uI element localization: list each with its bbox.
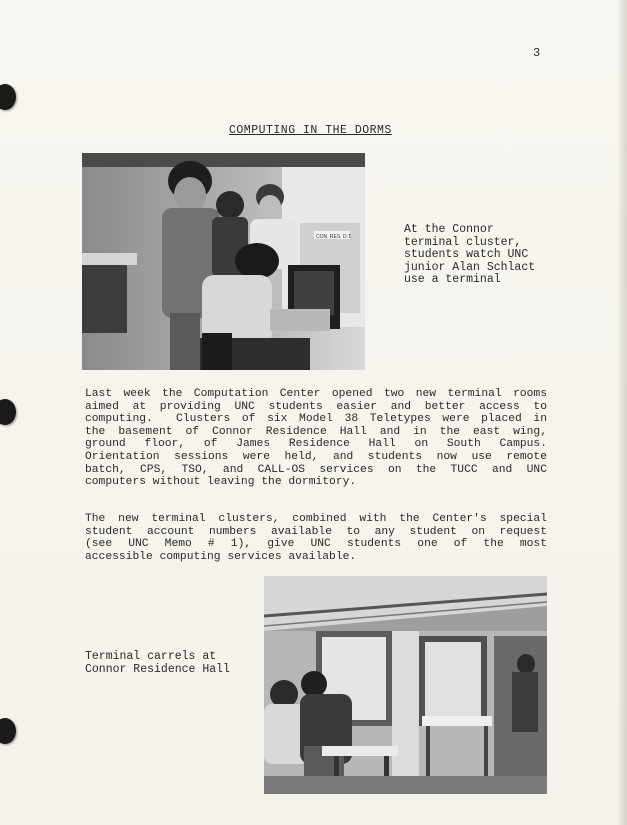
caption-line: junior Alan Schlact: [404, 260, 536, 274]
caption-line: students watch UNC: [404, 248, 529, 261]
paragraph-line: computers without leaving the dormitory.: [85, 476, 357, 489]
photo-terminal-carrels: [264, 576, 547, 794]
photo-connor-illustration: [82, 153, 365, 370]
paragraph-line: Last week the Computation Center opened two new terminal rooms: [85, 388, 547, 400]
paragraph-line: computing. Clusters of six Model 38 Teletypes were placed in: [85, 413, 547, 426]
paragraph-line: the basement of Connor Residence Hall and in the east wing,: [85, 425, 547, 438]
paragraph-line: student account numbers available to any student on request: [85, 525, 547, 538]
punch-hole-top: [0, 84, 16, 110]
caption-line: At the Connor: [404, 223, 494, 236]
caption-line: use a terminal: [404, 273, 501, 286]
punch-hole-bottom: [0, 718, 16, 744]
photo-sign-text: CON. RES. D.T.: [316, 234, 352, 240]
paragraph-line: (see UNC Memo # 1), give UNC students one of the most: [85, 538, 547, 551]
caption-line: terminal cluster,: [404, 235, 522, 249]
punch-hole-middle: [0, 399, 16, 425]
caption-terminal-carrels: [85, 651, 230, 676]
photo-carrels-illustration: [264, 576, 547, 794]
caption-line: Connor Residence Hall: [85, 662, 230, 676]
paragraph-announcement: [85, 388, 547, 489]
paragraph-line: accessible computing services available.: [85, 550, 357, 563]
paragraph-line: Orientation sessions were held, and students now use remote: [85, 450, 547, 463]
page-edge-shadow: [617, 0, 627, 825]
paragraph-line: The new terminal clusters, combined with the Center's special: [85, 513, 547, 525]
page-number: 3: [533, 46, 541, 60]
photo-connor-terminal-cluster: [82, 153, 365, 370]
article-title: COMPUTING IN THE DORMS: [229, 124, 392, 137]
paragraph-student-accounts: [85, 513, 547, 563]
paragraph-line: ground floor, of James Residence Hall on South Campus.: [85, 438, 547, 451]
paragraph-line: aimed at providing UNC students easier and better access to: [85, 400, 547, 413]
paragraph-line: batch, CPS, TSO, and CALL-OS services on the TUCC and UNC: [85, 463, 547, 476]
caption-line: Terminal carrels at: [85, 650, 217, 663]
caption-connor-cluster: [404, 224, 535, 287]
